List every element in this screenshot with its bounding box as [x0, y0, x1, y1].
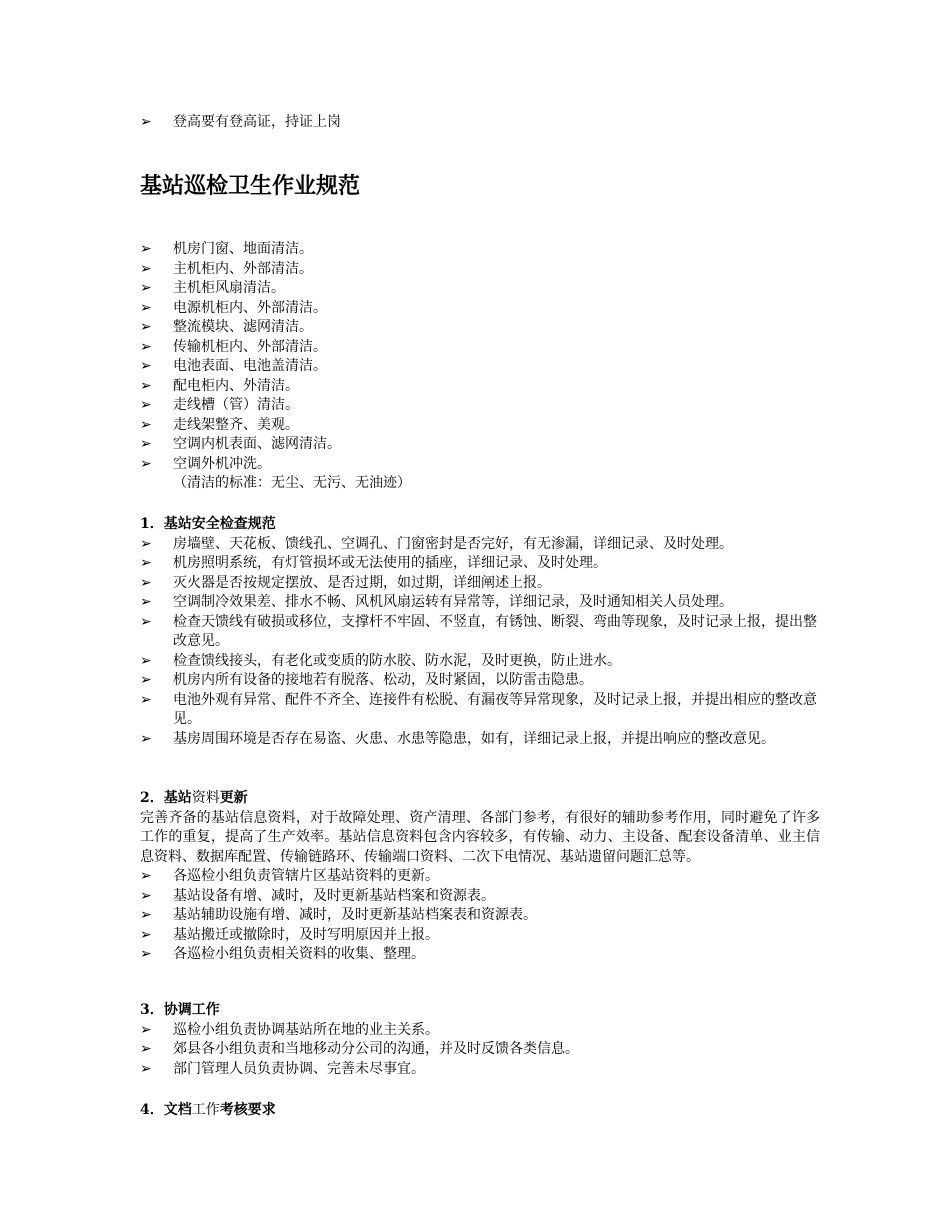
- list-item: [140, 945, 820, 965]
- list-item-text: 登高要有登高证，持证上岗: [173, 114, 341, 130]
- list-item: [140, 593, 820, 613]
- bullet-arrow-icon: ➢: [140, 730, 152, 747]
- list-item-text: 检查馈线接头，有老化或变质的防水胶、防水泥，及时更换，防止进水。: [173, 652, 621, 669]
- section-paragraph: 完善齐备的基站信息资料，对于故障处理、资产清理、各部门参考，有很好的辅助参考作用，同时避免了许多工作的重复，提高了生产效率。基站信息资料包含内容较多，有传输、动力、主设备、配套设备清单、业主信息资料、数据库配置、传输链路环、传输端口资料、二次下电情况、基站遗留问题汇总等。: [140, 809, 820, 865]
- section-title: 基站安全检查规范: [163, 516, 276, 532]
- list-item: [140, 260, 820, 280]
- section-title-part: 考核要求: [219, 1102, 276, 1118]
- bullet-arrow-icon: ➢: [140, 319, 152, 335]
- section-number: 3．: [140, 1002, 164, 1018]
- list-item: [140, 1040, 820, 1060]
- section-heading: [140, 1101, 820, 1121]
- bullet-arrow-icon: ➢: [140, 907, 152, 923]
- list-item-text: 电源机柜内、外部清洁。: [173, 299, 327, 316]
- list-item: [140, 1060, 820, 1080]
- bullet-arrow-icon: ➢: [140, 114, 152, 130]
- list-item: [140, 691, 820, 730]
- list-item: [140, 240, 820, 260]
- list-item-text: 走线架整齐、美观。: [173, 416, 299, 433]
- bullet-arrow-icon: ➢: [140, 613, 152, 630]
- section-number: 1．: [140, 516, 164, 532]
- list-item-text: 主机柜内、外部清洁。: [173, 260, 313, 277]
- section-safety-check: [140, 515, 820, 749]
- list-item: [140, 299, 820, 319]
- section-title-part: 文档: [163, 1102, 192, 1118]
- list-item-text: 走线槽（管）清洁。: [173, 397, 299, 413]
- list-item: [140, 926, 820, 946]
- section-document-assessment: [140, 1101, 820, 1121]
- section-number: 4．: [140, 1102, 164, 1118]
- bullet-arrow-icon: ➢: [140, 377, 152, 394]
- list-item: [140, 279, 820, 299]
- bullet-arrow-icon: ➢: [140, 455, 152, 472]
- bullet-arrow-icon: ➢: [140, 594, 152, 610]
- section-title-part: 工作: [191, 1102, 220, 1118]
- top-list: [140, 113, 820, 133]
- list-item: [140, 574, 820, 594]
- bullet-arrow-icon: ➢: [140, 241, 152, 257]
- bullet-arrow-icon: ➢: [140, 280, 152, 296]
- bullet-arrow-icon: ➢: [140, 260, 152, 277]
- list-item-text: 基站设备有增、减时，及时更新基站档案和资源表。: [173, 887, 495, 904]
- bullet-arrow-icon: ➢: [140, 887, 152, 904]
- list-item-text: 机房内所有设备的接地若有脱落、松动，及时紧固，以防雷击隐患。: [173, 672, 593, 688]
- list-item-text: 机房门窗、地面清洁。: [173, 241, 313, 257]
- list-item-text: 传输机柜内、外部清洁。: [173, 338, 327, 355]
- list-item: [140, 435, 820, 455]
- cleaning-list: [140, 240, 820, 494]
- section-title-part: 基站: [163, 790, 192, 806]
- bullet-arrow-icon: ➢: [140, 574, 152, 591]
- bullet-arrow-icon: ➢: [140, 1021, 152, 1038]
- list-item-text: 基房周围环境是否存在易盗、火患、水患等隐患，如有，详细记录上报，并提出响应的整改意见。: [173, 730, 775, 747]
- list-item: [140, 867, 820, 887]
- section-data-update: [140, 789, 820, 965]
- list-item: [140, 416, 820, 436]
- list-item-text: 各巡检小组负责管辖片区基站资料的更新。: [173, 868, 439, 884]
- list-item-text: 郊县各小组负责和当地移动分公司的沟通，并及时反馈各类信息。: [173, 1041, 579, 1057]
- list-item-text: 主机柜风扇清洁。: [173, 280, 285, 296]
- section-title-part: 更新: [219, 790, 248, 806]
- list-item: [140, 554, 820, 574]
- section-number: 2．: [140, 790, 164, 806]
- list-item: [140, 906, 820, 926]
- bullet-arrow-icon: ➢: [140, 946, 152, 962]
- list-item-text: 电池外观有异常、配件不齐全、连接件有松脱、有漏夜等异常现象，及时记录上报，并提出相应的整改意见。: [173, 691, 817, 727]
- bullet-arrow-icon: ➢: [140, 868, 152, 884]
- list-item-text: 部门管理人员负责协调、完善未尽事宜。: [173, 1060, 425, 1077]
- list-item-text: 巡检小组负责协调基站所在地的业主关系。: [173, 1021, 439, 1038]
- bullet-arrow-icon: ➢: [140, 338, 152, 355]
- list-item: [140, 318, 820, 338]
- list-item: [140, 357, 820, 377]
- section-heading: [140, 789, 820, 809]
- section-title: 协调工作: [163, 1002, 220, 1018]
- bullet-arrow-icon: ➢: [140, 1060, 152, 1077]
- list-item: [140, 377, 820, 397]
- bullet-arrow-icon: ➢: [140, 555, 152, 571]
- list-item-text: 机房照明系统，有灯管损坏或无法使用的插座，详细记录、及时处理。: [173, 555, 607, 571]
- list-item: [140, 113, 820, 133]
- list-item-text: 空调外机冲洗。: [173, 455, 271, 472]
- cleaning-standard-note: （清洁的标准：无尘、无污、无油迹）: [173, 475, 411, 491]
- list-item: [140, 1021, 820, 1041]
- bullet-arrow-icon: ➢: [140, 535, 152, 552]
- bullet-arrow-icon: ➢: [140, 397, 152, 413]
- bullet-arrow-icon: ➢: [140, 416, 152, 433]
- bullet-arrow-icon: ➢: [140, 691, 152, 708]
- list-item-text: 电池表面、电池盖清洁。: [173, 358, 327, 374]
- bullet-arrow-icon: ➢: [140, 299, 152, 316]
- list-item: [140, 535, 820, 555]
- list-item: [140, 338, 820, 358]
- section-heading: [140, 1001, 820, 1021]
- section-coordination: [140, 1001, 820, 1079]
- list-item-text: 配电柜内、外清洁。: [173, 377, 299, 394]
- list-item-text: 空调内机表面、滤网清洁。: [173, 436, 341, 452]
- list-item-text: 房墙壁、天花板、馈线孔、空调孔、门窗密封是否完好，有无渗漏，详细记录、及时处理。: [173, 535, 733, 552]
- list-item: [140, 652, 820, 672]
- section-heading: [140, 515, 820, 535]
- section-title-part: 资料: [191, 790, 220, 806]
- list-item-text: 基站辅助设施有增、减时，及时更新基站档案表和资源表。: [173, 907, 537, 923]
- bullet-arrow-icon: ➢: [140, 926, 152, 943]
- bullet-arrow-icon: ➢: [140, 672, 152, 688]
- list-item-text: 整流模块、滤网清洁。: [173, 319, 313, 335]
- bullet-arrow-icon: ➢: [140, 1041, 152, 1057]
- list-item: [140, 730, 820, 750]
- list-item: [140, 671, 820, 691]
- list-item-text: 空调制冷效果差、排水不畅、风机风扇运转有异常等，详细记录，及时通知相关人员处理。: [173, 594, 733, 610]
- list-item: [140, 887, 820, 907]
- bullet-arrow-icon: ➢: [140, 652, 152, 669]
- bullet-arrow-icon: ➢: [140, 436, 152, 452]
- list-item-text: 检查天馈线有破损或移位，支撑杆不牢固、不竖直，有锈蚀、断裂、弯曲等现象，及时记录上报，提出整改意见。: [173, 613, 817, 649]
- list-item: [140, 613, 820, 652]
- list-item: [140, 396, 820, 416]
- list-item-text: 基站搬迁或撤除时，及时写明原因并上报。: [173, 926, 439, 943]
- bullet-arrow-icon: ➢: [140, 358, 152, 374]
- list-item-text: 灭火器是否按规定摆放、是否过期，如过期，详细阐述上报。: [173, 574, 551, 591]
- list-item: [140, 455, 820, 475]
- page-title: 基站巡检卫生作业规范: [140, 174, 361, 199]
- list-item-text: 各巡检小组负责相关资料的收集、整理。: [173, 946, 425, 962]
